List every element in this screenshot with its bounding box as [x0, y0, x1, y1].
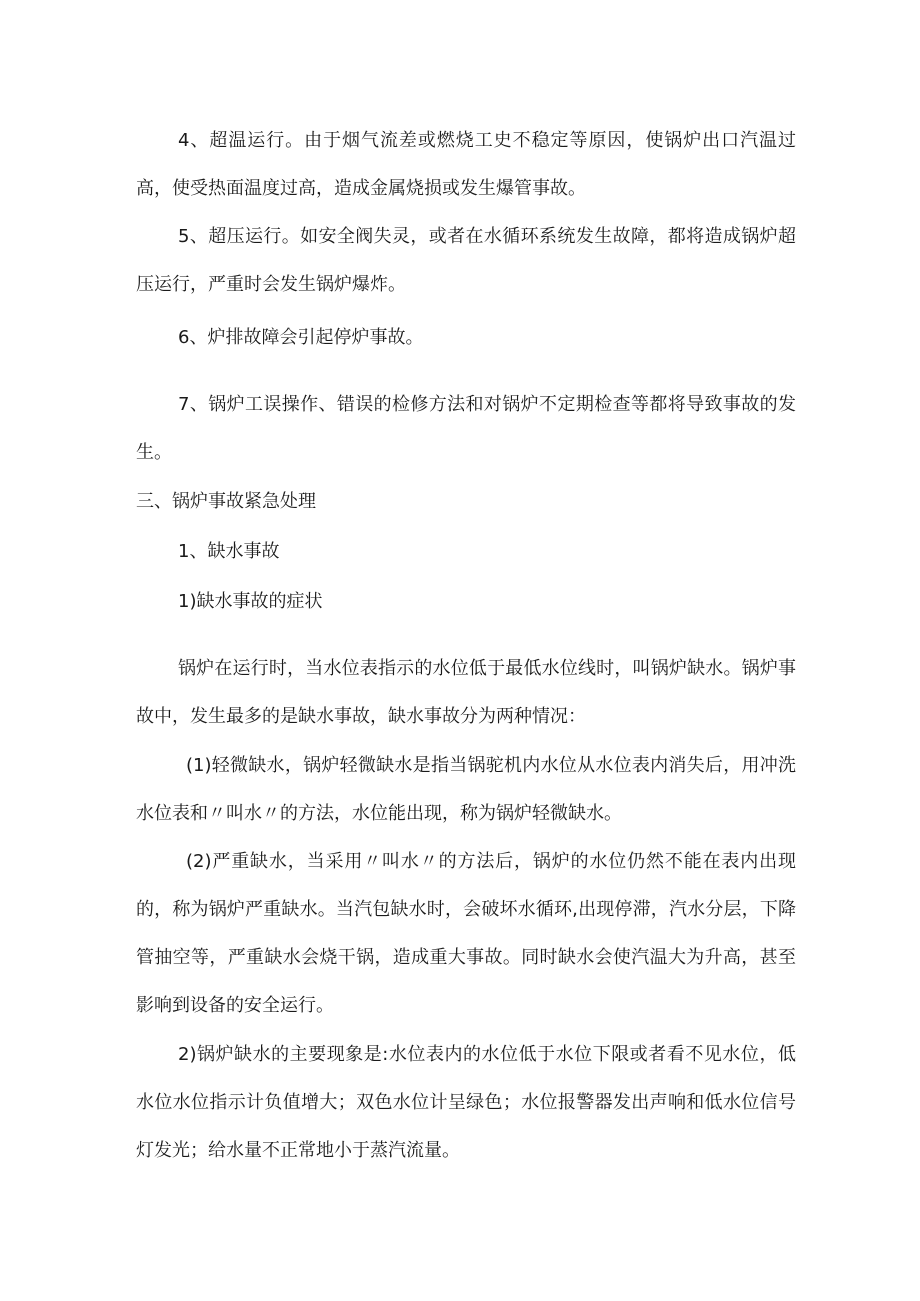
paragraph-overtemperature: 4、超温运行。由于烟气流差或燃烧工史不稳定等原因，使锅炉出口汽温过高，使受热面温度过高，造成金属烧损或发生爆管事故。 — [136, 130, 796, 199]
paragraph-severe-shortage: (2)严重缺水，当采用〃叫水〃的方法后，锅炉的水位仍然不能在表内出现的，称为锅炉严重缺水。当汽包缺水时，会破坏水循环,出现停滞，汽水分层，下降管抽空等，严重缺水会烧干锅，造成重大事故。同时缺水会使汽温大为升高，甚至影响到设备的安全运行。 — [136, 851, 796, 1016]
section-heading-emergency: 三、锅炉事故紧急处理 — [136, 491, 316, 512]
paragraph-overpressure: 5、超压运行。如安全阀失灵，或者在水循环系统发生故障，都将造成锅炉超压运行，严重时会发生锅炉爆炸。 — [136, 226, 796, 295]
paragraph-grate-fault: 6、炉排故障会引起停炉事故。 — [178, 327, 424, 348]
subheading-water-shortage: 1、缺水事故 — [178, 541, 280, 562]
paragraph-slight-shortage: (1)轻微缺水，锅炉轻微缺水是指当锅驼机内水位从水位表内消失后，用冲洗水位表和〃叫水〃的方法，水位能出现，称为锅炉轻微缺水。 — [136, 755, 796, 824]
paragraph-misoperation: 7、锅炉工误操作、错误的检修方法和对锅炉不定期检查等都将导致事故的发生。 — [136, 394, 796, 463]
subheading-symptoms: 1)缺水事故的症状 — [178, 591, 323, 612]
paragraph-main-phenomena: 2)锅炉缺水的主要现象是:水位表内的水位低于水位下限或者看不见水位，低水位水位指示计负值增大；双色水位计呈绿色；水位报警器发出声响和低水位信号灯发光；给水量不正常地小于蒸汽流量。 — [136, 1044, 796, 1161]
paragraph-definition: 锅炉在运行时，当水位表指示的水位低于最低水位线时，叫锅炉缺水。锅炉事故中，发生最多的是缺水事故，缺水事故分为两种情况： — [136, 658, 796, 727]
